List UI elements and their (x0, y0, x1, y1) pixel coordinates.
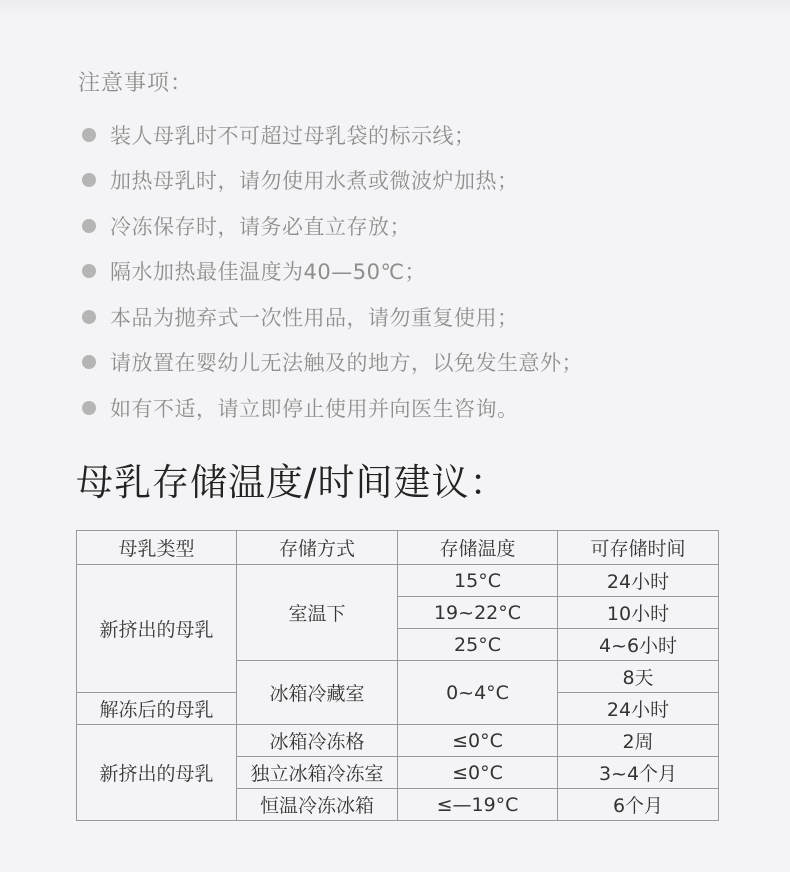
header-storage-method: 存储方式 (237, 531, 398, 565)
header-storage-temp: 存储温度 (398, 531, 558, 565)
cell-storage-time: 6个月 (558, 789, 719, 821)
note-text: 本品为抛弃式一次性用品，请勿重复使用； (110, 305, 519, 330)
bullet-icon (82, 355, 96, 369)
note-item (82, 249, 583, 295)
table-header-row (77, 531, 719, 565)
cell-storage-time: 10小时 (558, 597, 719, 629)
note-item (82, 112, 583, 158)
cell-milk-type: 新挤出的母乳 (77, 725, 237, 821)
bullet-icon (82, 264, 96, 278)
cell-storage-temp: ≤—19°C (398, 789, 558, 821)
cell-storage-time: 3~4个月 (558, 757, 719, 789)
cell-storage-time: 24小时 (558, 693, 719, 725)
bullet-icon (82, 173, 96, 187)
cell-milk-type: 新挤出的母乳 (77, 565, 237, 693)
table-row (77, 725, 719, 757)
table-row (77, 565, 719, 597)
bullet-icon (82, 219, 96, 233)
cell-storage-temp: 25°C (398, 629, 558, 661)
cell-storage-method: 独立冰箱冷冻室 (237, 757, 398, 789)
cell-storage-time: 24小时 (558, 565, 719, 597)
notes-title: 注意事项： (78, 71, 194, 96)
note-item (82, 203, 583, 249)
cell-milk-type: 解冻后的母乳 (77, 693, 237, 725)
cell-storage-method: 室温下 (237, 565, 398, 661)
note-text: 如有不适，请立即停止使用并向医生咨询。 (110, 396, 519, 421)
note-text: 冷冻保存时，请务必直立存放； (110, 214, 411, 239)
cell-storage-temp: 19~22°C (398, 597, 558, 629)
cell-storage-time: 8天 (558, 661, 719, 693)
note-item (82, 385, 583, 431)
cell-storage-time: 4~6小时 (558, 629, 719, 661)
note-item (82, 294, 583, 340)
bullet-icon (82, 128, 96, 142)
note-text: 请放置在婴幼儿无法触及的地方，以免发生意外； (110, 351, 583, 376)
note-item (82, 158, 583, 204)
cell-storage-method: 冰箱冷冻格 (237, 725, 398, 757)
cell-storage-method: 冰箱冷藏室 (237, 661, 398, 725)
notes-list (82, 112, 583, 431)
bullet-icon (82, 310, 96, 324)
cell-storage-temp: 15°C (398, 565, 558, 597)
storage-table (76, 530, 719, 821)
top-divider (0, 0, 790, 14)
bullet-icon (82, 401, 96, 415)
cell-storage-temp: 0~4°C (398, 661, 558, 725)
cell-storage-temp: ≤0°C (398, 725, 558, 757)
note-text: 隔水加热最佳温度为40—50℃； (110, 260, 427, 285)
cell-storage-time: 2周 (558, 725, 719, 757)
note-item (82, 340, 583, 386)
note-text: 装人母乳时不可超过母乳袋的标示线； (110, 123, 476, 148)
cell-storage-temp: ≤0°C (398, 757, 558, 789)
cell-storage-method: 恒温冷冻冰箱 (237, 789, 398, 821)
table-heading: 母乳存储温度/时间建议： (76, 461, 508, 504)
note-text: 加热母乳时，请勿使用水煮或微波炉加热； (110, 169, 519, 194)
header-milk-type: 母乳类型 (77, 531, 237, 565)
header-storage-time: 可存储时间 (558, 531, 719, 565)
